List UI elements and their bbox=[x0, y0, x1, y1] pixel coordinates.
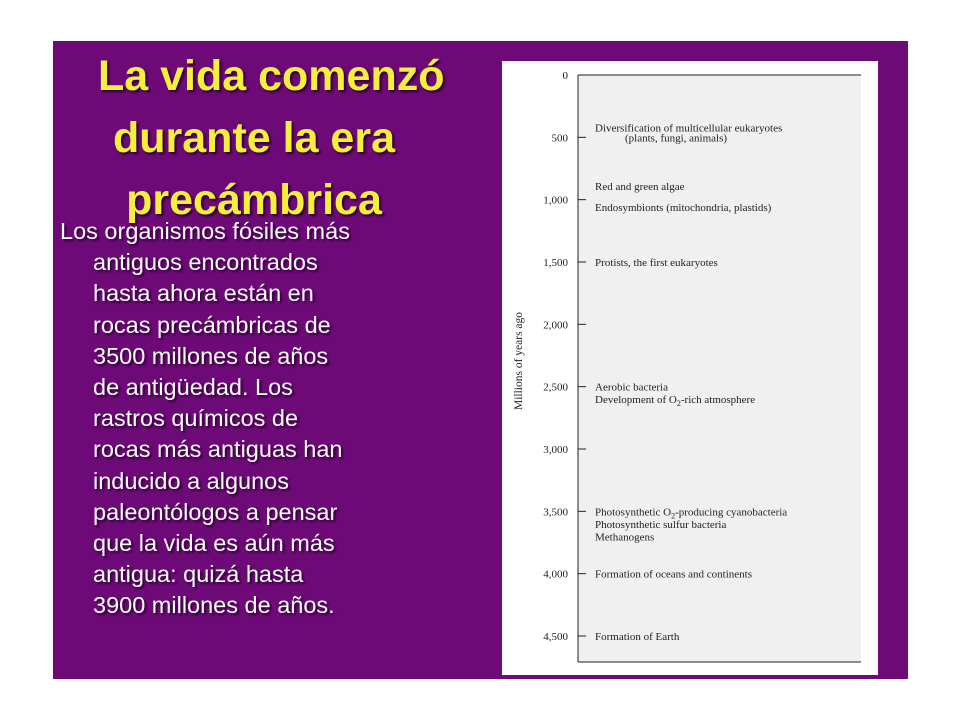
timeline-tick-label: 4,000 bbox=[543, 568, 568, 581]
body-line: de antigüedad. Los bbox=[93, 374, 293, 401]
body-line: 3500 millones de años bbox=[93, 342, 329, 369]
timeline-axis-label: Millions of years ago bbox=[513, 311, 525, 411]
timeline-tick-label: 3,500 bbox=[543, 506, 568, 519]
body-line: antigua: quizá hasta bbox=[93, 561, 304, 588]
timeline-tick-label: 1,000 bbox=[543, 194, 568, 207]
timeline-event-label: Photosynthetic sulfur bacteria bbox=[595, 518, 727, 531]
title-line: La vida comenzó bbox=[98, 52, 445, 100]
timeline-tick-label: 500 bbox=[551, 132, 568, 145]
timeline-event-label: Aerobic bacteria bbox=[595, 381, 668, 394]
body-line: 3900 millones de años. bbox=[93, 592, 335, 619]
timeline-panel bbox=[502, 61, 878, 675]
timeline-event-label: Formation of Earth bbox=[595, 631, 680, 643]
body-line: rocas más antiguas han bbox=[93, 436, 343, 463]
timeline-tick-label: 2,500 bbox=[543, 381, 568, 394]
timeline-event-label: Red and green algae bbox=[595, 180, 685, 193]
body-line: rastros químicos de bbox=[93, 405, 299, 432]
timeline-tick-label: 3,000 bbox=[543, 444, 568, 456]
timeline-event-label: (plants, fungi, animals) bbox=[625, 132, 728, 145]
timeline-event-label: Methanogens bbox=[595, 531, 655, 544]
body-line: hasta ahora están en bbox=[93, 280, 314, 307]
timeline-tick-label: 0 bbox=[562, 70, 568, 82]
timeline-event-label: Endosymbionts (mitochondria, plastids) bbox=[595, 202, 772, 215]
timeline-tick-label: 4,500 bbox=[543, 631, 568, 643]
slide-title bbox=[98, 45, 445, 231]
title-line: durante la era bbox=[113, 114, 395, 162]
timeline-diagram bbox=[502, 61, 878, 675]
body-line: rocas precámbricas de bbox=[93, 311, 331, 338]
body-line: paleontólogos a pensar bbox=[93, 498, 338, 525]
body-line: que la vida es aún más bbox=[93, 530, 335, 557]
body-paragraph bbox=[60, 216, 440, 622]
timeline-event-label: Diversification of multicellular eukaryotes bbox=[595, 122, 783, 135]
body-line: antiguos encontrados bbox=[93, 249, 318, 276]
title-line: precámbrica bbox=[126, 176, 382, 224]
timeline-tick-label: 1,500 bbox=[543, 257, 568, 269]
timeline-event-label: Photosynthetic $O_2$-producing cyanobacteria bbox=[595, 506, 788, 521]
timeline-tick-label: 2,000 bbox=[543, 319, 568, 332]
timeline-event-label: Protists, the first eukaryotes bbox=[595, 257, 718, 269]
body-line: inducido a algunos bbox=[93, 467, 289, 494]
timeline-event-label: Formation of oceans and continents bbox=[595, 568, 753, 581]
body-line: Los organismos fósiles más bbox=[60, 218, 350, 244]
timeline-event-label: Development of $O_2$-rich atmosphere bbox=[595, 394, 756, 409]
